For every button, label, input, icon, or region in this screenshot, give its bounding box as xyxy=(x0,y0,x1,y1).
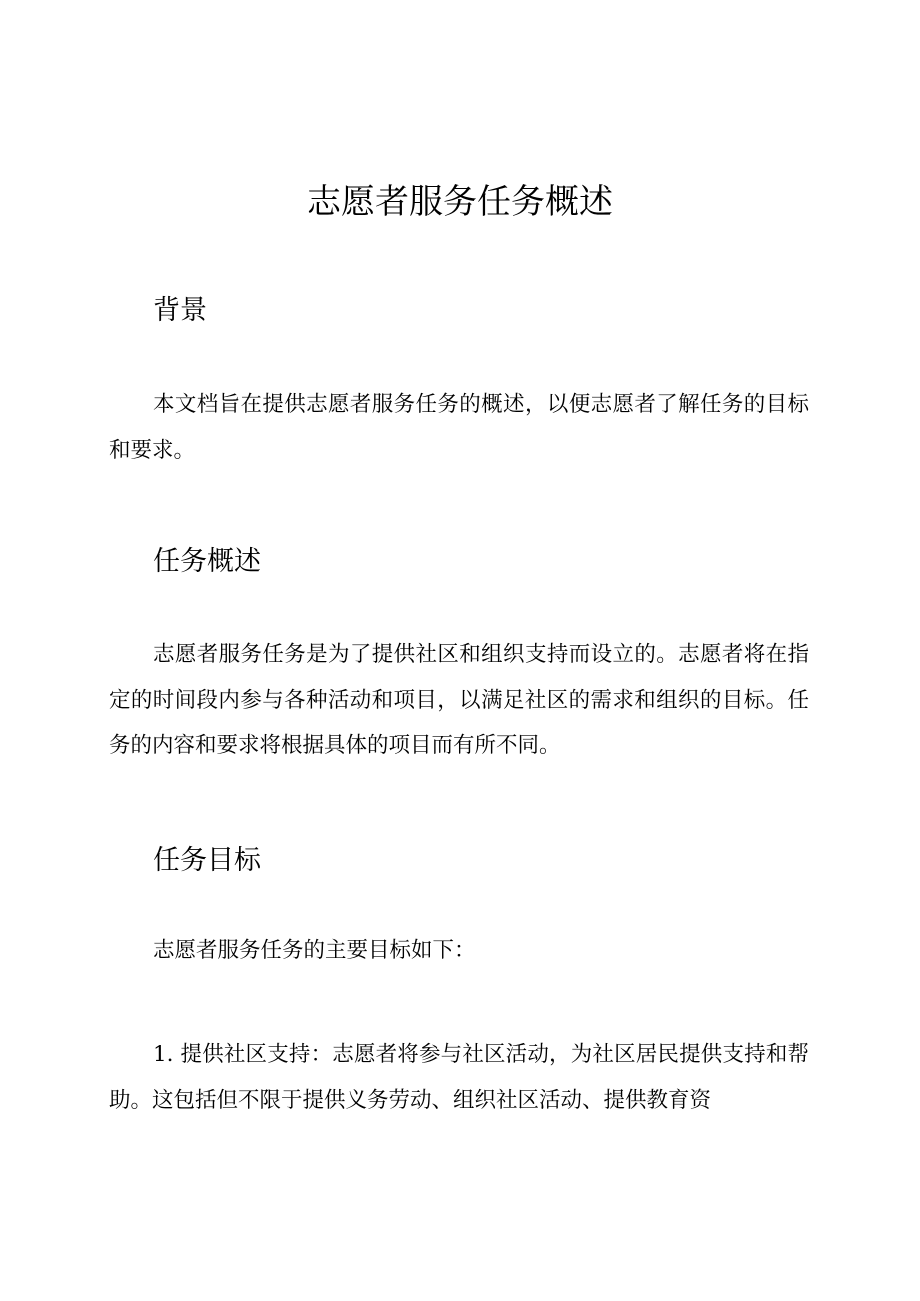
paragraph-goal-item-1: 1. 提供社区支持：志愿者将参与社区活动，为社区居民提供支持和帮助。这包括但不限于提供义务劳动、组织社区活动、提供教育资 xyxy=(109,1042,809,1113)
section-heading-task-overview: 任务概述 xyxy=(153,546,261,577)
document-title: 志愿者服务任务概述 xyxy=(307,182,613,222)
section-heading-task-goals: 任务目标 xyxy=(153,845,261,876)
section-heading-background: 背景 xyxy=(153,295,207,326)
paragraph-goals-intro: 志愿者服务任务的主要目标如下： xyxy=(153,938,476,963)
paragraph-task-overview: 志愿者服务任务是为了提供社区和组织支持而设立的。志愿者将在指定的时间段内参与各种活动和项目，以满足社区的需求和组织的目标。任务的内容和要求将根据具体的项目而有所不同。 xyxy=(109,642,809,758)
paragraph-background: 本文档旨在提供志愿者服务任务的概述，以便志愿者了解任务的目标和要求。 xyxy=(109,392,809,463)
